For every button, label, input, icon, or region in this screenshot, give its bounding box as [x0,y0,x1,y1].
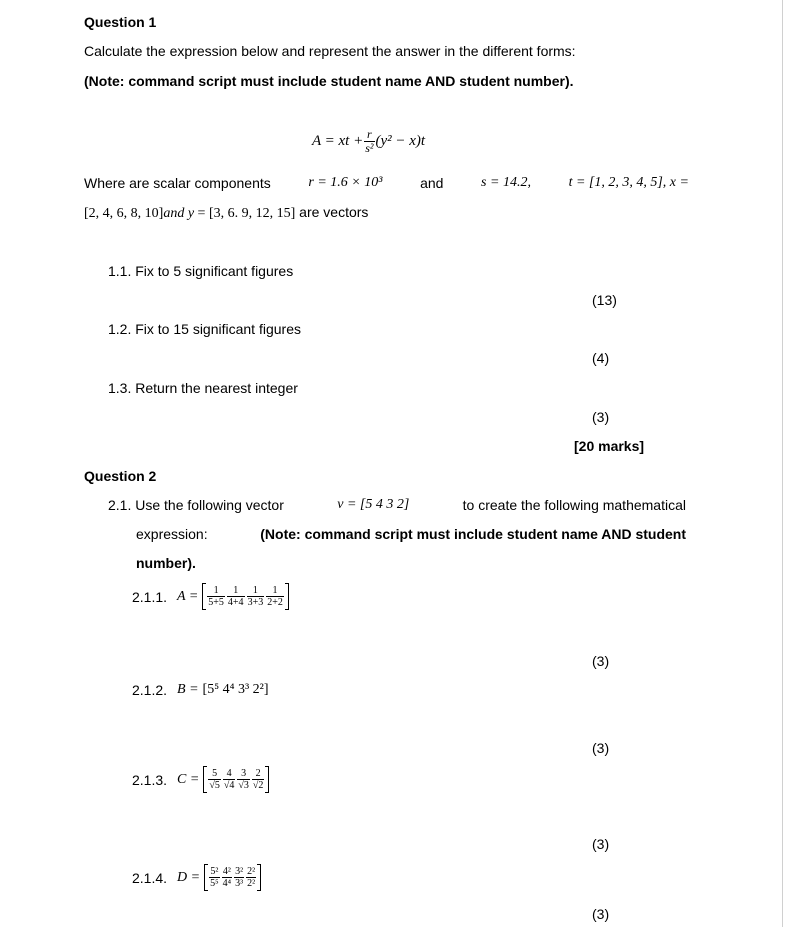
q2-sub-2-expr: [5⁵ 4⁴ 3³ 2²] [202,682,269,697]
q2-sub-2 [132,682,269,698]
entry-den: √2 [252,780,264,791]
r-value: r = 1.6 × 10³ [308,175,383,190]
matrix-entry [207,585,225,608]
where-line-1 [84,175,689,191]
are-vectors-text: are vectors [295,204,369,220]
q1-total-marks: [20 marks] [574,438,645,454]
entry-num: 1 [207,585,225,597]
q2-sub-3-num: 2.1.3. [132,771,168,788]
formula-rhs: (y² − x)t [375,133,426,149]
entry-den: 4+4 [227,597,244,608]
q2-intro-line-3: number). [136,555,196,571]
where-text: Where are scalar components [84,175,271,191]
matrix-entry [237,768,250,791]
entry-den: √4 [223,780,235,791]
q1-item-3-label: 1.3. Return the nearest integer [108,380,298,396]
entry-num: 1 [247,585,265,597]
entry-den: 2² [247,878,256,889]
q2-sub-1-matrix [202,583,289,610]
q1-item-1-marks: (13) [592,292,617,308]
s-value: s = 14.2, [481,175,531,190]
q2-sub-2-num: 2.1.2. [132,682,168,698]
formula-frac-num: r [364,128,374,142]
page-edge-line [782,0,783,927]
entry-den: √5 [209,780,220,791]
question-1-note: (Note: command script must include student name AND student number). [84,73,574,89]
q2-sub-4-matrix [204,864,261,891]
q2-sub-1-lhs: A = [177,588,199,604]
q2-sub-4-marks: (3) [592,906,610,922]
q2-sub-1 [132,583,289,610]
entry-num: 4 [223,768,236,780]
entry-den: 2+2 [267,597,283,608]
q2-intro-line-2 [136,526,686,542]
entry-num: 3 [237,768,250,780]
entry-num: 3² [235,866,244,877]
q2-sub-1-marks: (3) [592,653,610,669]
vector-v: v = [5 4 3 2] [337,497,410,512]
entry-den: 5⁵ [210,878,219,889]
entry-num: 2 [252,768,265,780]
matrix-entry [234,866,244,889]
matrix-entry [209,866,220,889]
q2-sub-3-lhs: C = [177,771,200,787]
question-1-formula [312,128,425,155]
q2-sub-4-num: 2.1.4. [132,869,168,886]
q2-intro-line-1 [108,497,686,513]
formula-fraction [364,128,374,155]
entry-num: 5 [208,768,221,780]
entry-den: √3 [238,780,249,791]
formula-frac-den: s² [365,141,374,155]
question-2-title: Question 2 [84,468,157,484]
matrix-entry [247,585,265,608]
q2-intro-1a: 2.1. Use the following vector [108,497,284,513]
entry-num: 5² [210,866,219,877]
entry-den: 3+3 [247,597,264,608]
entry-num: 1 [266,585,284,597]
q2-sub-4 [132,864,261,891]
q2-intro-2b: (Note: command script must include student name AND student [260,526,686,542]
matrix-entry [222,866,233,889]
and-y-text: and y [163,206,195,221]
and-text: and [420,175,444,191]
q1-item-2-marks: (4) [592,350,610,366]
matrix-entry [208,768,221,791]
q2-intro-2a: expression: [136,526,208,542]
matrix-entry [252,768,265,791]
q2-sub-1-num: 2.1.1. [132,588,168,605]
where-line-2 [84,204,368,222]
matrix-entry [223,768,236,791]
question-1-title: Question 1 [84,14,157,30]
q2-sub-3-marks: (3) [592,836,610,852]
q1-item-1-label: 1.1. Fix to 5 significant figures [108,263,294,279]
q2-sub-3-matrix [203,766,269,793]
question-1-instruction: Calculate the expression below and represent the answer in the different forms: [84,43,576,59]
q2-sub-3 [132,766,269,793]
formula-lhs: A = xt + [312,133,364,149]
q2-intro-1b: to create the following mathematical [462,497,686,513]
q2-sub-2-lhs: B = [177,682,199,697]
matrix-entry [246,866,256,889]
t-value: t = [1, 2, 3, 4, 5], x = [568,175,689,190]
matrix-entry [227,585,245,608]
q1-item-2-label: 1.2. Fix to 15 significant figures [108,321,301,337]
entry-den: 5+5 [208,597,224,608]
entry-den: 3³ [235,878,244,889]
q2-sub-4-lhs: D = [177,869,201,885]
y-value: = [3, 6. 9, 12, 15] [194,206,296,221]
x-value: [2, 4, 6, 8, 10] [84,206,164,221]
entry-num: 2² [247,866,256,877]
q1-item-3-marks: (3) [592,409,610,425]
q2-sub-2-marks: (3) [592,740,610,756]
entry-num: 4² [222,866,231,877]
entry-num: 1 [227,585,245,597]
matrix-entry [266,585,284,608]
entry-den: 4⁴ [222,878,232,889]
